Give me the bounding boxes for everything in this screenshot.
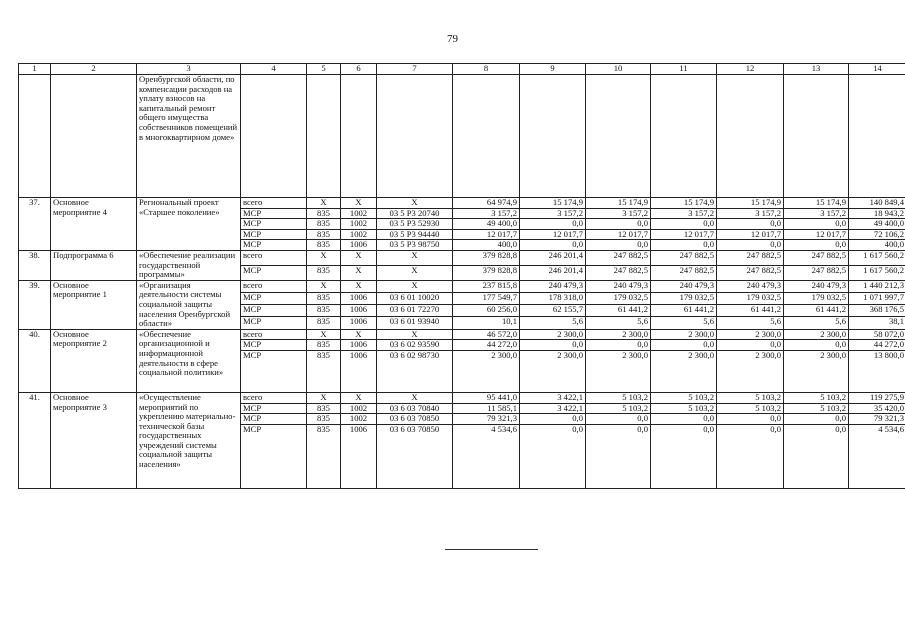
- ministry-code-cell: 835: [307, 265, 341, 280]
- ministry-code-cell: X: [307, 392, 341, 403]
- amount-cell: 4 534,6: [849, 424, 905, 488]
- amount-cell: 5,6: [651, 317, 717, 329]
- continuation-cell: Оренбургской области, по компенсации расходов на уплату взносов на капитальный ремонт общего имущества собственников помещений в многоквартирном доме»: [137, 75, 241, 198]
- amount-cell: 12 017,7: [520, 229, 586, 240]
- amount-cell: 2 300,0: [717, 329, 784, 340]
- target-code-cell: 03 5 P3 94440: [377, 229, 453, 240]
- amount-cell: 61 441,2: [717, 305, 784, 317]
- column-number-cell: 14: [849, 64, 905, 75]
- amount-cell: 0,0: [520, 219, 586, 230]
- amount-cell: 5,6: [520, 317, 586, 329]
- table-row: [19, 280, 905, 292]
- section-code-cell: X: [341, 265, 377, 280]
- target-code-cell: 03 5 P3 20740: [377, 208, 453, 219]
- amount-cell: 247 882,5: [651, 250, 717, 265]
- amount-cell: 3 422,1: [520, 392, 586, 403]
- payer-cell: МСР: [241, 229, 307, 240]
- amount-cell: 0,0: [651, 219, 717, 230]
- target-code-cell: 03 5 P3 98750: [377, 240, 453, 251]
- ministry-code-cell: 835: [307, 229, 341, 240]
- target-code-cell: X: [377, 392, 453, 403]
- amount-cell: 5 103,2: [784, 403, 849, 414]
- ministry-code-cell: 835: [307, 414, 341, 425]
- program-name-cell: Основное мероприятие 1: [51, 280, 137, 329]
- row-number-cell: 39.: [19, 280, 51, 329]
- ministry-code-cell: X: [307, 198, 341, 209]
- amount-cell: 2 300,0: [586, 329, 651, 340]
- amount-cell: 3 157,2: [651, 208, 717, 219]
- amount-cell: 140 849,4: [849, 198, 905, 209]
- ministry-code-cell: 835: [307, 305, 341, 317]
- amount-cell: 95 441,0: [453, 392, 520, 403]
- section-code-cell: 1006: [341, 292, 377, 304]
- table-row: [19, 198, 905, 209]
- payer-cell: МСР: [241, 403, 307, 414]
- amount-cell: 5 103,2: [717, 403, 784, 414]
- amount-cell: 0,0: [717, 219, 784, 230]
- section-code-cell: 1002: [341, 229, 377, 240]
- amount-cell: 3 157,2: [586, 208, 651, 219]
- amount-cell: 35 420,0: [849, 403, 905, 414]
- amount-cell: 79 321,3: [849, 414, 905, 425]
- amount-cell: 61 441,2: [586, 305, 651, 317]
- column-number-cell: 6: [341, 64, 377, 75]
- amount-cell: 12 017,7: [453, 229, 520, 240]
- ministry-code-cell: 835: [307, 219, 341, 230]
- payer-cell: МСР: [241, 219, 307, 230]
- amount-cell: 15 174,9: [586, 198, 651, 209]
- section-code-cell: 1006: [341, 350, 377, 392]
- section-code-cell: X: [341, 250, 377, 265]
- amount-cell: 0,0: [717, 414, 784, 425]
- amount-cell: 3 422,1: [520, 403, 586, 414]
- ministry-code-cell: 835: [307, 208, 341, 219]
- amount-cell: 15 174,9: [651, 198, 717, 209]
- amount-cell: 2 300,0: [586, 350, 651, 392]
- budget-table: [18, 63, 905, 489]
- amount-cell: 0,0: [586, 219, 651, 230]
- amount-cell: 0,0: [520, 340, 586, 351]
- section-code-cell: 1002: [341, 403, 377, 414]
- section-code-cell: X: [341, 392, 377, 403]
- column-number-row: [19, 64, 905, 75]
- amount-cell: 62 155,7: [520, 305, 586, 317]
- amount-cell: 0,0: [651, 240, 717, 251]
- amount-cell: 178 318,0: [520, 292, 586, 304]
- target-code-cell: 03 6 03 70850: [377, 414, 453, 425]
- amount-cell: 179 032,5: [651, 292, 717, 304]
- amount-cell: 3 157,2: [717, 208, 784, 219]
- section-code-cell: 1006: [341, 317, 377, 329]
- target-code-cell: X: [377, 198, 453, 209]
- target-code-cell: 03 6 03 70840: [377, 403, 453, 414]
- target-code-cell: 03 5 P3 52930: [377, 219, 453, 230]
- payer-cell: МСР: [241, 305, 307, 317]
- ministry-code-cell: 835: [307, 317, 341, 329]
- program-name-cell: Основное мероприятие 3: [51, 392, 137, 488]
- payer-cell: всего: [241, 198, 307, 209]
- column-number-cell: 9: [520, 64, 586, 75]
- ministry-code-cell: 835: [307, 240, 341, 251]
- program-description-cell: «Организация деятельности системы социальной защиты населения Оренбургской области»: [137, 280, 241, 329]
- amount-cell: 5 103,2: [717, 392, 784, 403]
- table-row: [19, 250, 905, 265]
- amount-cell: 60 256,0: [453, 305, 520, 317]
- amount-cell: 5 103,2: [586, 392, 651, 403]
- column-number-cell: 12: [717, 64, 784, 75]
- amount-cell: 12 017,7: [717, 229, 784, 240]
- amount-cell: 0,0: [717, 340, 784, 351]
- amount-cell: 1 440 212,3: [849, 280, 905, 292]
- amount-cell: 0,0: [784, 240, 849, 251]
- ministry-code-cell: X: [307, 329, 341, 340]
- ministry-code-cell: X: [307, 280, 341, 292]
- amount-cell: 0,0: [717, 240, 784, 251]
- amount-cell: 0,0: [784, 424, 849, 488]
- payer-cell: МСР: [241, 350, 307, 392]
- payer-cell: всего: [241, 250, 307, 265]
- program-name-cell: Подпрограмма 6: [51, 250, 137, 280]
- amount-cell: 379 828,8: [453, 250, 520, 265]
- program-name-cell: Основное мероприятие 2: [51, 329, 137, 392]
- amount-cell: 4 534,6: [453, 424, 520, 488]
- amount-cell: 12 017,7: [651, 229, 717, 240]
- amount-cell: 177 549,7: [453, 292, 520, 304]
- payer-cell: МСР: [241, 240, 307, 251]
- section-code-cell: X: [341, 329, 377, 340]
- amount-cell: 0,0: [520, 414, 586, 425]
- amount-cell: 15 174,9: [784, 198, 849, 209]
- amount-cell: 13 800,0: [849, 350, 905, 392]
- amount-cell: 240 479,3: [520, 280, 586, 292]
- target-code-cell: 03 6 03 70850: [377, 424, 453, 488]
- amount-cell: 240 479,3: [717, 280, 784, 292]
- amount-cell: 240 479,3: [784, 280, 849, 292]
- amount-cell: 368 176,5: [849, 305, 905, 317]
- amount-cell: 3 157,2: [520, 208, 586, 219]
- amount-cell: 0,0: [784, 340, 849, 351]
- target-code-cell: X: [377, 329, 453, 340]
- target-code-cell: X: [377, 265, 453, 280]
- column-number-cell: 13: [784, 64, 849, 75]
- target-code-cell: X: [377, 280, 453, 292]
- payer-cell: МСР: [241, 208, 307, 219]
- amount-cell: 5 103,2: [784, 392, 849, 403]
- amount-cell: 2 300,0: [453, 350, 520, 392]
- payer-cell: всего: [241, 329, 307, 340]
- payer-cell: МСР: [241, 292, 307, 304]
- amount-cell: 79 321,3: [453, 414, 520, 425]
- amount-cell: 0,0: [586, 414, 651, 425]
- amount-cell: 0,0: [520, 240, 586, 251]
- amount-cell: 58 072,0: [849, 329, 905, 340]
- amount-cell: 2 300,0: [784, 329, 849, 340]
- amount-cell: 240 479,3: [586, 280, 651, 292]
- amount-cell: 2 300,0: [520, 329, 586, 340]
- amount-cell: 2 300,0: [717, 350, 784, 392]
- amount-cell: 46 572,0: [453, 329, 520, 340]
- amount-cell: 0,0: [784, 414, 849, 425]
- target-code-cell: 03 6 01 93940: [377, 317, 453, 329]
- amount-cell: 0,0: [586, 340, 651, 351]
- column-number-cell: 11: [651, 64, 717, 75]
- amount-cell: 237 815,8: [453, 280, 520, 292]
- column-number-cell: 3: [137, 64, 241, 75]
- amount-cell: 246 201,4: [520, 265, 586, 280]
- target-code-cell: 03 6 01 10020: [377, 292, 453, 304]
- amount-cell: 3 157,2: [453, 208, 520, 219]
- row-number-cell: 41.: [19, 392, 51, 488]
- amount-cell: 64 974,9: [453, 198, 520, 209]
- amount-cell: 72 106,2: [849, 229, 905, 240]
- program-description-cell: Региональный проект «Старшее поколение»: [137, 198, 241, 251]
- amount-cell: 12 017,7: [784, 229, 849, 240]
- amount-cell: 2 300,0: [520, 350, 586, 392]
- amount-cell: 11 585,1: [453, 403, 520, 414]
- row-number-cell: 40.: [19, 329, 51, 392]
- row-number-cell: 37.: [19, 198, 51, 251]
- amount-cell: 0,0: [651, 414, 717, 425]
- amount-cell: 10,1: [453, 317, 520, 329]
- amount-cell: 179 032,5: [586, 292, 651, 304]
- program-name-cell: Основное мероприятие 4: [51, 198, 137, 251]
- section-code-cell: 1002: [341, 414, 377, 425]
- amount-cell: 379 828,8: [453, 265, 520, 280]
- closing-line: [445, 549, 538, 550]
- amount-cell: 0,0: [520, 424, 586, 488]
- column-number-cell: 10: [586, 64, 651, 75]
- amount-cell: 179 032,5: [717, 292, 784, 304]
- amount-cell: 1 617 560,2: [849, 250, 905, 265]
- amount-cell: 0,0: [651, 340, 717, 351]
- payer-cell: МСР: [241, 414, 307, 425]
- section-code-cell: 1002: [341, 208, 377, 219]
- section-code-cell: 1002: [341, 219, 377, 230]
- amount-cell: 246 201,4: [520, 250, 586, 265]
- amount-cell: 5 103,2: [651, 392, 717, 403]
- amount-cell: 2 300,0: [784, 350, 849, 392]
- amount-cell: 1 617 560,2: [849, 265, 905, 280]
- amount-cell: 49 400,0: [849, 219, 905, 230]
- amount-cell: 5,6: [784, 317, 849, 329]
- amount-cell: 38,1: [849, 317, 905, 329]
- table-row: [19, 329, 905, 340]
- target-code-cell: 03 6 01 72270: [377, 305, 453, 317]
- amount-cell: 61 441,2: [784, 305, 849, 317]
- ministry-code-cell: 835: [307, 403, 341, 414]
- column-number-cell: 7: [377, 64, 453, 75]
- program-description-cell: «Осуществление мероприятий по укреплению материально-технической базы государственных учреждений системы социальной защиты населения»: [137, 392, 241, 488]
- amount-cell: 400,0: [849, 240, 905, 251]
- amount-cell: 5 103,2: [651, 403, 717, 414]
- amount-cell: 0,0: [784, 219, 849, 230]
- amount-cell: 0,0: [586, 424, 651, 488]
- amount-cell: 0,0: [586, 240, 651, 251]
- section-code-cell: 1006: [341, 305, 377, 317]
- continuation-row: [19, 75, 905, 198]
- ministry-code-cell: 835: [307, 424, 341, 488]
- amount-cell: 15 174,9: [520, 198, 586, 209]
- ministry-code-cell: X: [307, 250, 341, 265]
- row-number-cell: 38.: [19, 250, 51, 280]
- amount-cell: 61 441,2: [651, 305, 717, 317]
- ministry-code-cell: 835: [307, 340, 341, 351]
- ministry-code-cell: 835: [307, 350, 341, 392]
- section-code-cell: 1006: [341, 240, 377, 251]
- amount-cell: 44 272,0: [849, 340, 905, 351]
- column-number-cell: 1: [19, 64, 51, 75]
- amount-cell: 15 174,9: [717, 198, 784, 209]
- amount-cell: 247 882,5: [717, 265, 784, 280]
- program-description-cell: «Обеспечение организационной и информационной деятельности в сфере социальной политики»: [137, 329, 241, 392]
- amount-cell: 5,6: [586, 317, 651, 329]
- amount-cell: 247 882,5: [651, 265, 717, 280]
- amount-cell: 1 071 997,7: [849, 292, 905, 304]
- amount-cell: 119 275,9: [849, 392, 905, 403]
- amount-cell: 247 882,5: [784, 250, 849, 265]
- payer-cell: всего: [241, 392, 307, 403]
- amount-cell: 18 943,2: [849, 208, 905, 219]
- amount-cell: 49 400,0: [453, 219, 520, 230]
- amount-cell: 0,0: [651, 424, 717, 488]
- payer-cell: МСР: [241, 340, 307, 351]
- amount-cell: 3 157,2: [784, 208, 849, 219]
- target-code-cell: X: [377, 250, 453, 265]
- payer-cell: МСР: [241, 424, 307, 488]
- column-number-cell: 8: [453, 64, 520, 75]
- column-number-cell: 2: [51, 64, 137, 75]
- amount-cell: 44 272,0: [453, 340, 520, 351]
- section-code-cell: 1006: [341, 424, 377, 488]
- amount-cell: 5 103,2: [586, 403, 651, 414]
- section-code-cell: X: [341, 280, 377, 292]
- section-code-cell: X: [341, 198, 377, 209]
- amount-cell: 240 479,3: [651, 280, 717, 292]
- column-number-cell: 4: [241, 64, 307, 75]
- amount-cell: 179 032,5: [784, 292, 849, 304]
- amount-cell: 247 882,5: [586, 265, 651, 280]
- amount-cell: 12 017,7: [586, 229, 651, 240]
- amount-cell: 400,0: [453, 240, 520, 251]
- payer-cell: МСР: [241, 317, 307, 329]
- amount-cell: 247 882,5: [586, 250, 651, 265]
- column-number-cell: 5: [307, 64, 341, 75]
- amount-cell: 2 300,0: [651, 329, 717, 340]
- page-number: 79: [447, 33, 458, 45]
- amount-cell: 247 882,5: [717, 250, 784, 265]
- program-description-cell: «Обеспечение реализации государственной программы»: [137, 250, 241, 280]
- amount-cell: 5,6: [717, 317, 784, 329]
- target-code-cell: 03 6 02 98730: [377, 350, 453, 392]
- ministry-code-cell: 835: [307, 292, 341, 304]
- amount-cell: 247 882,5: [784, 265, 849, 280]
- target-code-cell: 03 6 02 93590: [377, 340, 453, 351]
- section-code-cell: 1006: [341, 340, 377, 351]
- amount-cell: 2 300,0: [651, 350, 717, 392]
- amount-cell: 0,0: [717, 424, 784, 488]
- payer-cell: всего: [241, 280, 307, 292]
- table-row: [19, 392, 905, 403]
- payer-cell: МСР: [241, 265, 307, 280]
